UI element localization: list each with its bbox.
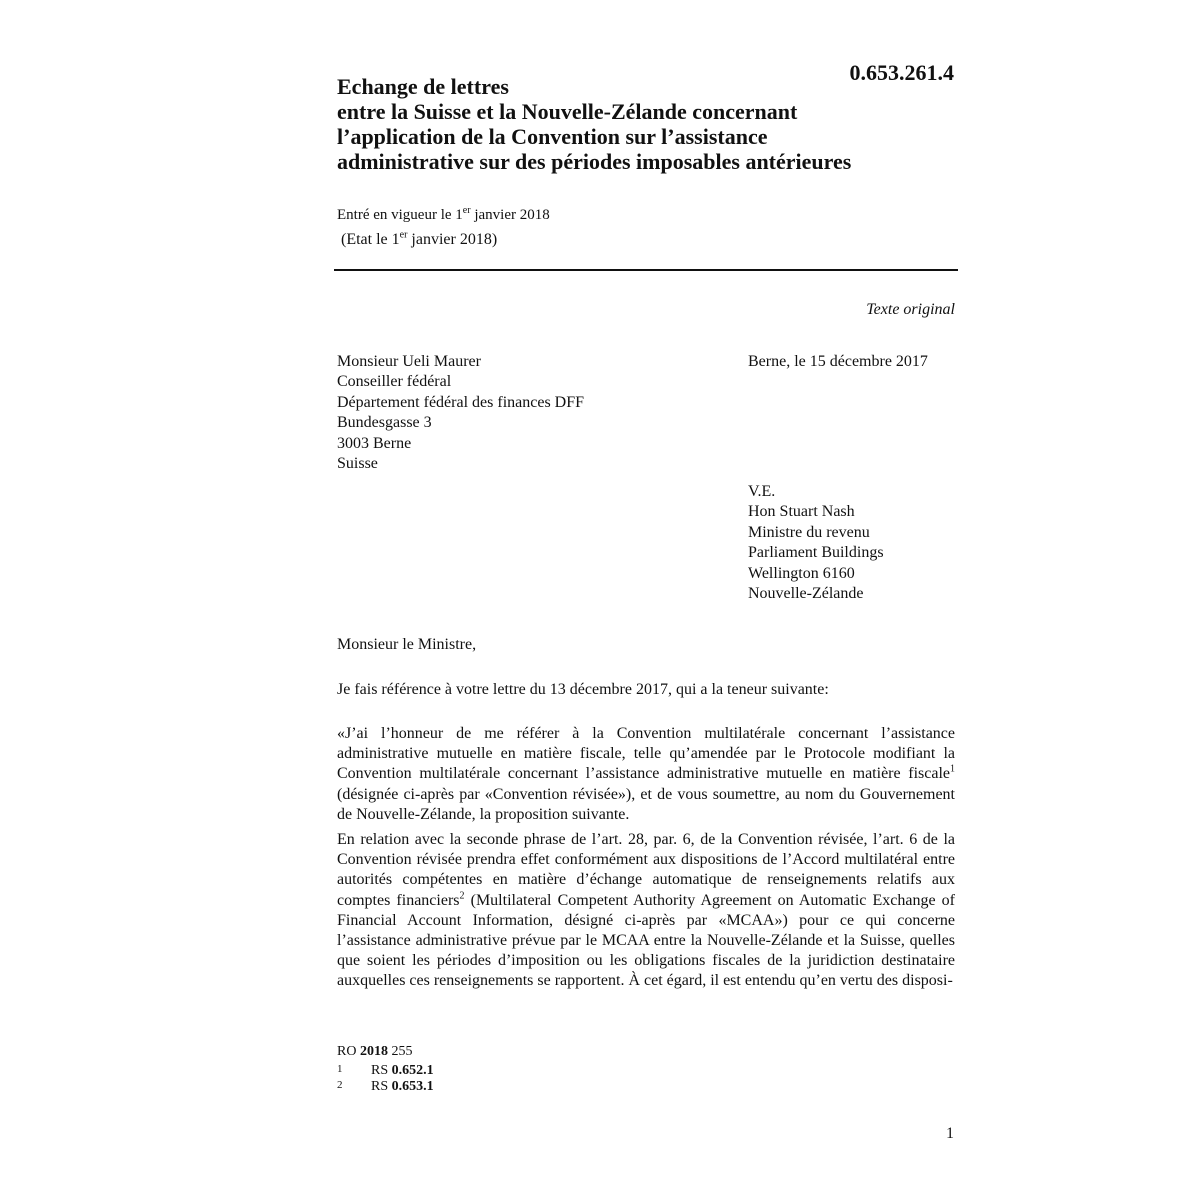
sr-number: 0.653.261.4: [849, 60, 954, 85]
footnote-item: 2 RS 0.653.1: [337, 1079, 434, 1094]
entry-into-force: Entré en vigueur le 1er janvier 2018: [337, 205, 550, 223]
address-line: Bundesgasse 3: [337, 414, 432, 432]
body-paragraph-2: En relation avec la seconde phrase de l’art. 28, par. 6, de la Convention révisée, l’art. 6 de la Convention révisée prendra effet conformément aux dispositions de l’Accord multilatéral entre autorités compétentes en matière d’échange automatique de renseignements relatifs aux comptes financiers$^2$ (Multilateral Competent Authority Agreement on Automatic Exchange of Financial Account Information, désigné ci-après par «MCAA») pour ce qui concerne l’assistance administrative prévue par le MCAA entre la Nouvelle-Zélande et la Suisse, quelles que soient les périodes d’imposition ou les obligations fiscales de la juridiction destinataire auxquelles ces renseignements se rapportent. À cet égard, il est entendu qu’en vertu des disposi-: [337, 831, 955, 990]
footnote-item: 1 RS 0.652.1: [337, 1063, 434, 1078]
address-line: Conseiller fédéral: [337, 373, 452, 391]
original-text-label: Texte original: [866, 301, 955, 318]
title-line: Echange de lettres: [337, 74, 509, 99]
title-line: entre la Suisse et la Nouvelle-Zélande concernant: [337, 99, 798, 124]
sender-address: [337, 352, 584, 474]
place-date: Berne, le 15 décembre 2017: [748, 353, 928, 370]
address-line: V.E.: [748, 483, 776, 500]
address-line: Nouvelle-Zélande: [748, 585, 864, 603]
reference-line: Je fais référence à votre lettre du 13 décembre 2017, qui a la teneur suivante:: [337, 681, 829, 698]
footnotes: [337, 1044, 637, 1095]
address-line: Parliament Buildings: [748, 544, 884, 562]
body-paragraph-1: «J’ai l’honneur de me référer à la Convention multilatérale concernant l’assistance administrative mutuelle en matière fiscale, telle qu’amendée par le Protocole modifiant la Convention multilatérale concernant l’assistance administrative mutuelle en matière fiscale$^1$ (désignée ci-après par «Convention révisée»), et de vous soumettre, au nom du Gouvernement de Nouvelle-Zélande, la proposition suivante.: [337, 725, 955, 823]
title-line: l’application de la Convention sur l’assistance: [337, 124, 768, 149]
salutation: Monsieur le Ministre,: [337, 636, 477, 653]
footnote-ref: 1: [950, 764, 955, 776]
title-line: administrative sur des périodes imposables antérieures: [337, 149, 852, 174]
address-line: Ministre du revenu: [748, 523, 870, 541]
address-line: 3003 Berne: [337, 434, 412, 452]
footnote-ref: 2: [459, 890, 465, 902]
ro-reference: RO 2018 255: [337, 1044, 413, 1059]
address-line: Wellington 6160: [748, 564, 855, 582]
page-number: 1: [946, 1125, 954, 1142]
address-line: Département fédéral des finances DFF: [337, 393, 585, 411]
document-title: [337, 74, 957, 174]
address-line: Monsieur Ueli Maurer: [337, 353, 481, 370]
address-line: Hon Stuart Nash: [748, 503, 855, 521]
recipient-address: [748, 482, 884, 604]
header-divider: [334, 269, 958, 271]
address-line: Suisse: [337, 455, 378, 473]
state-date: (Etat le 1er janvier 2018): [341, 229, 498, 248]
